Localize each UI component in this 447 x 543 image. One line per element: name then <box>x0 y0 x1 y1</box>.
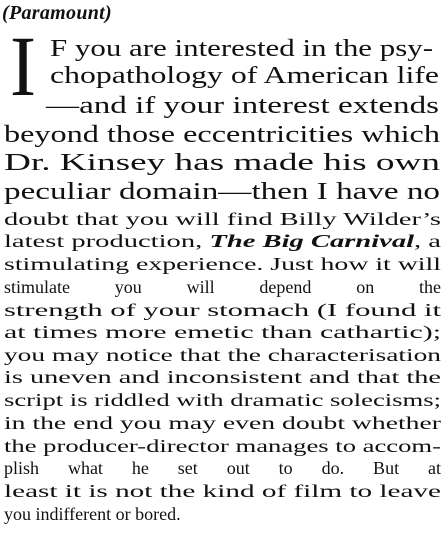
line-text: script is riddled with dramatic solecisms; <box>4 390 441 410</box>
drop-cap-letter: I <box>10 31 36 99</box>
text-line-14 <box>4 367 441 388</box>
text-line-18 <box>4 458 441 479</box>
line-text: chopathology of American life <box>50 63 439 89</box>
studio-credit: (Paramount) <box>2 2 112 24</box>
text-line-8 <box>4 231 441 252</box>
line-text: strength of your stomach (I found it <box>4 300 441 320</box>
line-text: , a <box>414 231 441 251</box>
line-text: at times more emetic than cathartic); <box>4 322 441 342</box>
line-text-with-title <box>4 231 441 252</box>
line-text: stimulate you will depend on the <box>4 277 441 297</box>
text-line-4 <box>4 122 440 148</box>
text-line-1 <box>50 36 433 62</box>
text-line-10 <box>4 277 441 298</box>
text-line-13 <box>4 345 441 366</box>
film-title: The Big Carnival <box>209 231 415 251</box>
drop-cap <box>6 31 40 99</box>
line-text: the producer-director manages to accom- <box>4 436 441 456</box>
line-text: you may notice that the characterisation <box>4 345 441 365</box>
text-line-5 <box>4 150 441 176</box>
text-line-11 <box>4 300 441 321</box>
line-text: latest production, <box>4 231 210 251</box>
line-text: you indifferent or bored. <box>4 504 181 524</box>
text-line-17 <box>4 436 441 457</box>
text-line-7 <box>4 209 441 230</box>
text-line-3 <box>46 93 439 119</box>
text-line-19 <box>4 481 441 502</box>
text-line-9 <box>4 254 441 275</box>
line-text: plish what he set out to do. But at <box>4 458 441 478</box>
text-line-6 <box>4 179 440 205</box>
line-text: is uneven and inconsistent and that the <box>4 367 441 387</box>
text-line-2 <box>50 63 439 89</box>
text-line-16 <box>4 413 441 434</box>
text-line-15 <box>4 390 441 411</box>
line-text: in the end you may even doubt whether <box>4 413 441 433</box>
text-line-12 <box>4 322 441 343</box>
line-text: least it is not the kind of film to leave <box>4 481 441 501</box>
line-text: doubt that you will find Billy Wilder’s <box>4 209 441 229</box>
line-text: Dr. Kinsey has made his own <box>4 150 441 176</box>
line-text: beyond those eccentricities which <box>4 122 440 148</box>
line-text: peculiar domain—then I have no <box>4 179 440 205</box>
line-text: F you are interested in the psy- <box>50 36 433 62</box>
text-line-20 <box>4 504 181 525</box>
line-text: —and if your interest extends <box>46 93 439 119</box>
line-text: stimulating experience. Just how it will <box>4 254 441 274</box>
